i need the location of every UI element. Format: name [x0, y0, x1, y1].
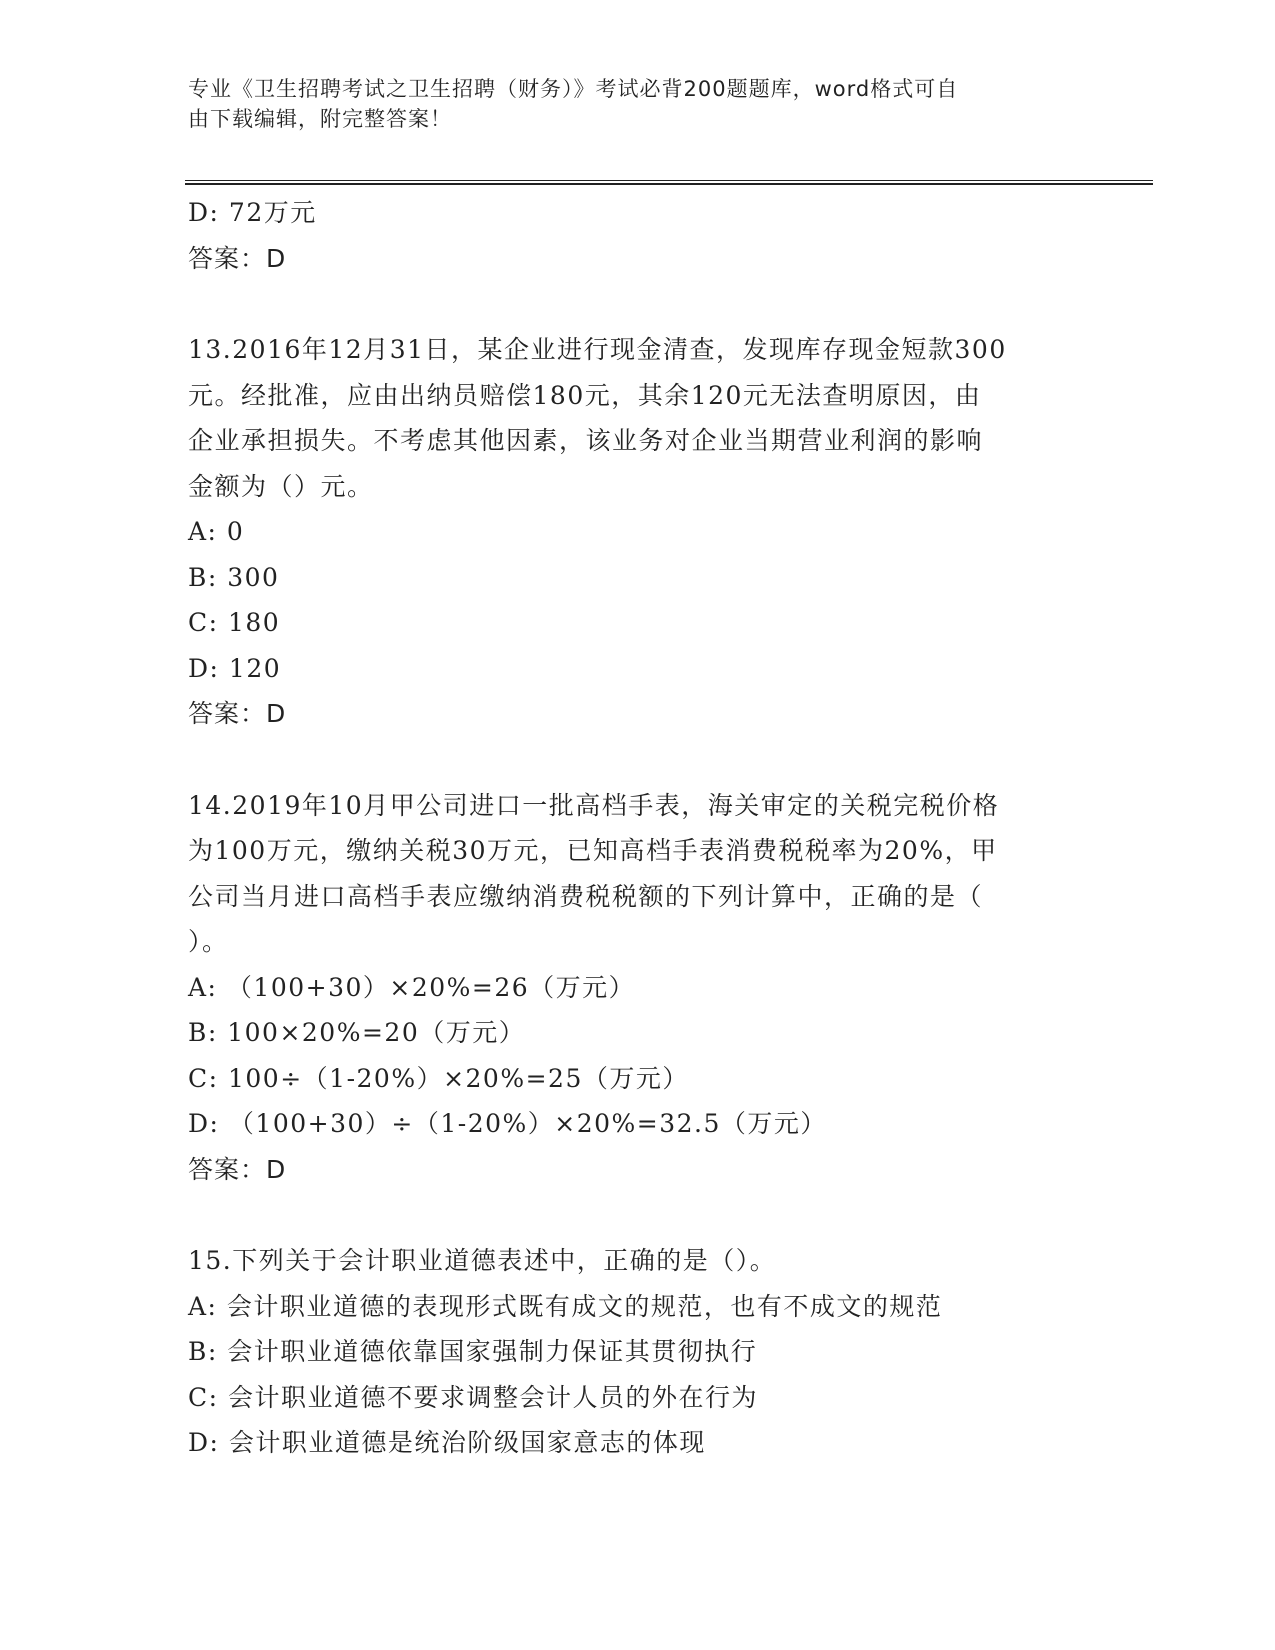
option-a: A: 0 — [188, 517, 245, 546]
question-stem-line: ）。 — [188, 927, 229, 956]
question-spacer — [188, 281, 1088, 327]
question-12 — [188, 190, 1088, 281]
question-spacer — [188, 1192, 1088, 1238]
question-stem-line: 14.2019年10月甲公司进口一批高档手表，海关审定的关税完税价格 — [188, 790, 1000, 820]
question-content — [188, 190, 1088, 1466]
question-stem-line: 企业承担损失。不考虑其他因素，该业务对企业当期营业利润的影响 — [188, 426, 984, 455]
option-d: D: 会计职业道德是统治阶级国家意志的体现 — [188, 1428, 706, 1457]
question-stem-line: 公司当月进口高档手表应缴纳消费税税额的下列计算中，正确的是（ — [188, 881, 984, 911]
answer-line: 答案：D — [188, 1154, 287, 1184]
option-b: B: 100×20%=20（万元） — [188, 1018, 526, 1047]
option-c: C: 会计职业道德不要求调整会计人员的外在行为 — [188, 1382, 758, 1412]
header-divider — [185, 180, 1153, 185]
answer-line: 答案：D — [188, 699, 287, 728]
option-a: A: 会计职业道德的表现形式既有成文的规范，也有不成文的规范 — [188, 1291, 943, 1321]
question-stem-line: 15.下列关于会计职业道德表述中，正确的是（）。 — [188, 1246, 777, 1275]
question-stem-line: 元。经批准，应由出纳员赔偿180元，其余120元无法查明原因，由 — [188, 380, 982, 410]
question-stem-line: 13.2016年12月31日，某企业进行现金清查，发现库存现金短款300 — [188, 335, 1007, 364]
document-header — [188, 74, 1068, 134]
answer-line: 答案：D — [188, 243, 287, 273]
option-c: C: 100÷（1-20%）×20%=25（万元） — [188, 1063, 689, 1093]
option-c: C: 180 — [188, 608, 281, 637]
option-b: B: 300 — [188, 562, 280, 592]
question-stem-line: 金额为（）元。 — [188, 471, 374, 501]
header-title-line-1: 专业《卫生招聘考试之卫生招聘（财务）》考试必背200题题库，word格式可自 — [188, 77, 959, 101]
question-spacer — [188, 737, 1088, 783]
question-15 — [188, 1238, 1088, 1466]
option-d: D: （100+30）÷（1-20%）×20%=32.5（万元） — [188, 1109, 827, 1138]
option-b: B: 会计职业道德依靠国家强制力保证其贯彻执行 — [188, 1337, 758, 1366]
question-14 — [188, 783, 1088, 1193]
option-a: A: （100+30）×20%=26（万元） — [188, 972, 636, 1002]
option-d: D: 120 — [188, 653, 282, 683]
question-13 — [188, 327, 1088, 737]
header-title-line-2: 由下载编辑，附完整答案！ — [188, 107, 452, 131]
question-stem-line: 为100万元，缴纳关税30万元，已知高档手表消费税税率为20%，甲 — [188, 836, 998, 865]
option-d: D: 72万元 — [188, 198, 317, 227]
